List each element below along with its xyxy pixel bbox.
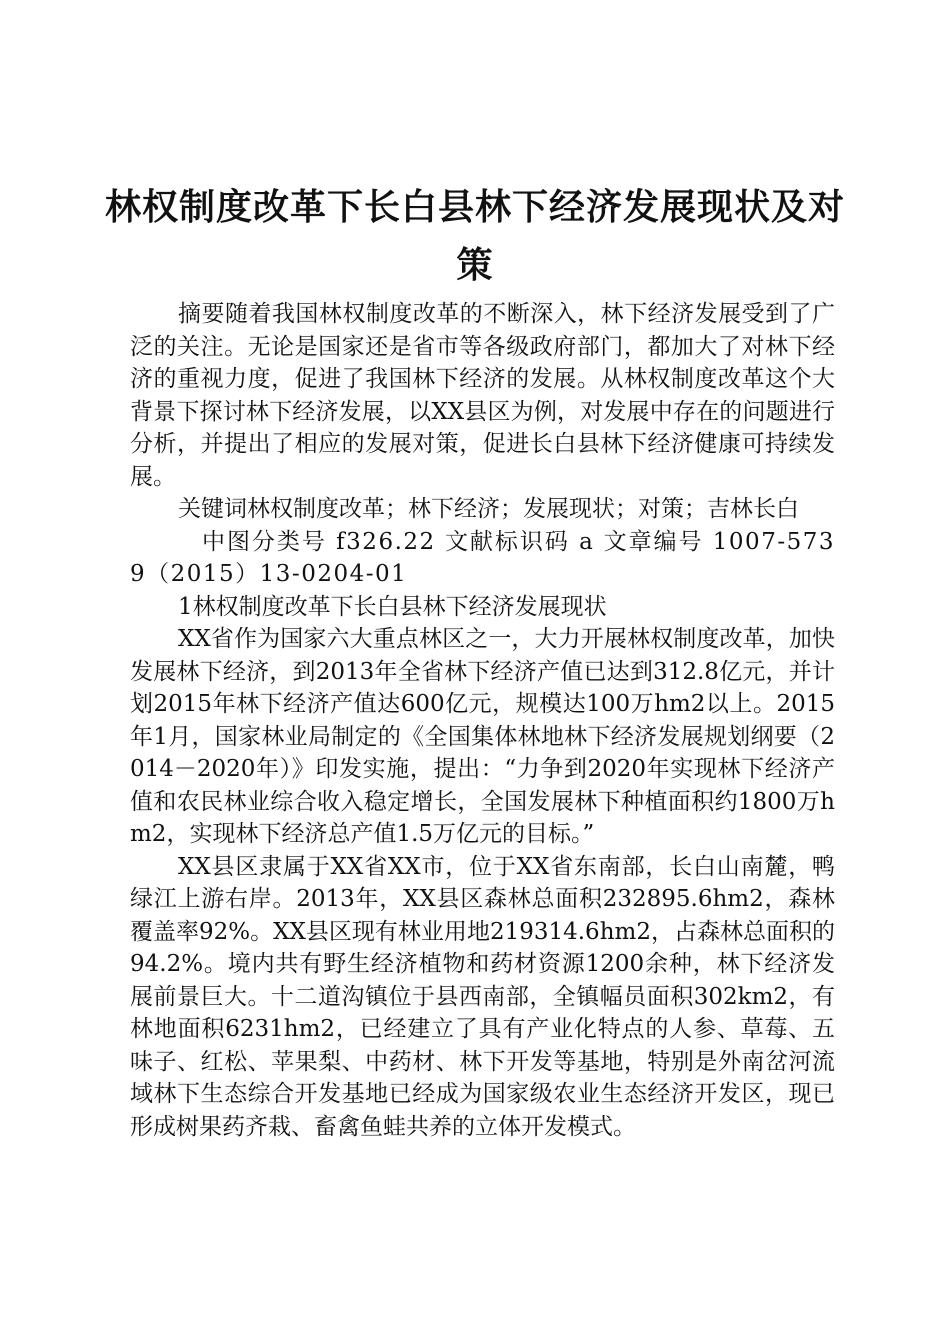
- abstract-paragraph: 摘要随着我国林权制度改革的不断深入，林下经济发展受到了广泛的关注。无论是国家还是省市等各级政府部门，都加大了对林下经济的重视力度，促进了我国林下经济的发展。从林权制度改革这个大背景下探讨林下经济发展，以XX县区为例，对发展中存在的问题进行分析，并提出了相应的发展对策，促进长白县林下经济健康可持续发展。: [130, 301, 835, 490]
- section-heading: 1林权制度改革下长白县林下经济发展现状: [178, 593, 607, 620]
- document-body: [130, 298, 835, 1143]
- keywords-paragraph: 关键词林权制度改革；林下经济；发展现状；对策；吉林长白: [178, 496, 799, 522]
- classification-paragraph: 中图分类号 f326.22 文献标识码 a 文章编号 1007-5739（2015）13-0204-01: [130, 528, 835, 587]
- body-paragraph: XX县区隶属于XX省XX市，位于XX省东南部，长白山南麓，鸭绿江上游右岸。2013年，XX县区森林总面积232895.6hm2，森林覆盖率92%。XX县区现有林业用地219314.6hm2，占森林总面积的94.2%。境内共有野生经济植物和药材资源1200余种，林下经济发展前景巨大。十二道沟镇位于县西南部，全镇幅员面积302km2，有林地面积6231hm2，已经建立了具有产业化特点的人参、草莓、五味子、红松、苹果梨、中药材、林下开发等基地，特别是外南岔河流域林下生态综合开发基地已经成为国家级农业生态经济开发区，现已形成树果药齐栽、畜禽鱼蛙共养的立体开发模式。: [130, 853, 835, 1140]
- document-title-line-1: 林权制度改革下长白县林下经济发展现状及对: [104, 187, 845, 228]
- body-paragraph: XX省作为国家六大重点林区之一，大力开展林权制度改革，加快发展林下经济，到2013年全省林下经济产值已达到312.8亿元，并计划2015年林下经济产值达600亿元，规模达100万hm2以上。2015年1月，国家林业局制定的《全国集体林地林下经济发展规划纲要（2014－2020年）》印发实施，提出：“力争到2020年实现林下经济产值和农民林业综合收入稳定增长，全国发展林下种植面积约1800万hm2，实现林下经济总产值1.5万亿元的目标。”: [130, 626, 835, 847]
- document-title-line-2: 策: [456, 245, 494, 286]
